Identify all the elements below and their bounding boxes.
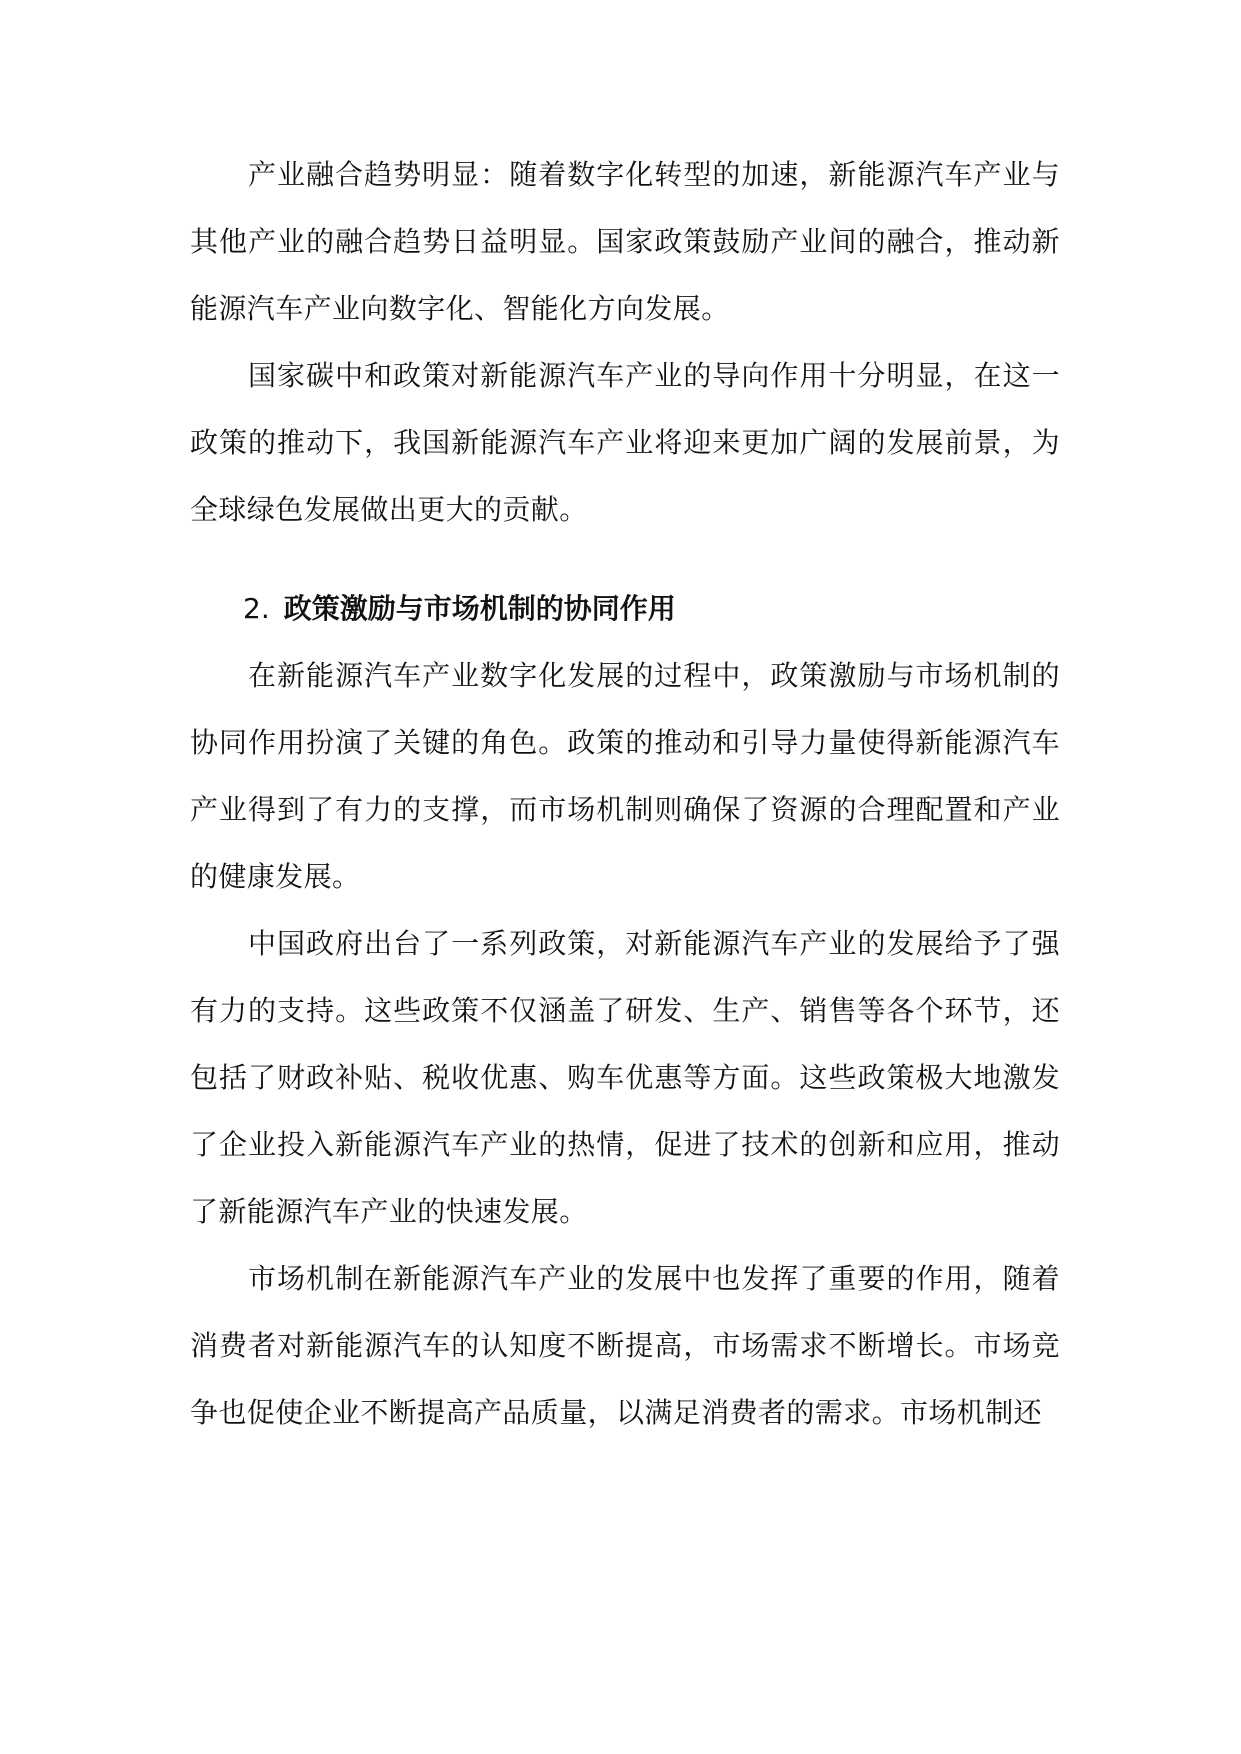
section-heading xyxy=(190,575,1060,642)
paragraph-industry-integration: 产业融合趋势明显：随着数字化转型的加速，新能源汽车产业与其他产业的融合趋势日益明显。国家政策鼓励产业间的融合，推动新能源汽车产业向数字化、智能化方向发展。 xyxy=(190,158,1060,325)
paragraph-carbon-neutral-policy: 国家碳中和政策对新能源汽车产业的导向作用十分明显，在这一政策的推动下，我国新能源汽车产业将迎来更加广阔的发展前景，为全球绿色发展做出更大的贡献。 xyxy=(190,359,1060,526)
section-number: 2. xyxy=(243,592,270,625)
paragraph-market-mechanism: 市场机制在新能源汽车产业的发展中也发挥了重要的作用，随着消费者对新能源汽车的认知度不断提高，市场需求不断增长。市场竞争也促使企业不断提高产品质量，以满足消费者的需求。市场机制还 xyxy=(190,1262,1060,1429)
paragraph-government-policy: 中国政府出台了一系列政策，对新能源汽车产业的发展给予了强有力的支持。这些政策不仅涵盖了研发、生产、销售等各个环节，还包括了财政补贴、税收优惠、购车优惠等方面。这些政策极大地激发了企业投入新能源汽车产业的热情，促进了技术的创新和应用，推动了新能源汽车产业的快速发展。 xyxy=(190,927,1060,1228)
page-content xyxy=(190,141,1060,1446)
paragraph-synergy-intro: 在新能源汽车产业数字化发展的过程中，政策激励与市场机制的协同作用扮演了关键的角色。政策的推动和引导力量使得新能源汽车产业得到了有力的支撑，而市场机制则确保了资源的合理配置和产业的健康发展。 xyxy=(190,659,1060,893)
section-title: 政策激励与市场机制的协同作用 xyxy=(283,592,676,625)
